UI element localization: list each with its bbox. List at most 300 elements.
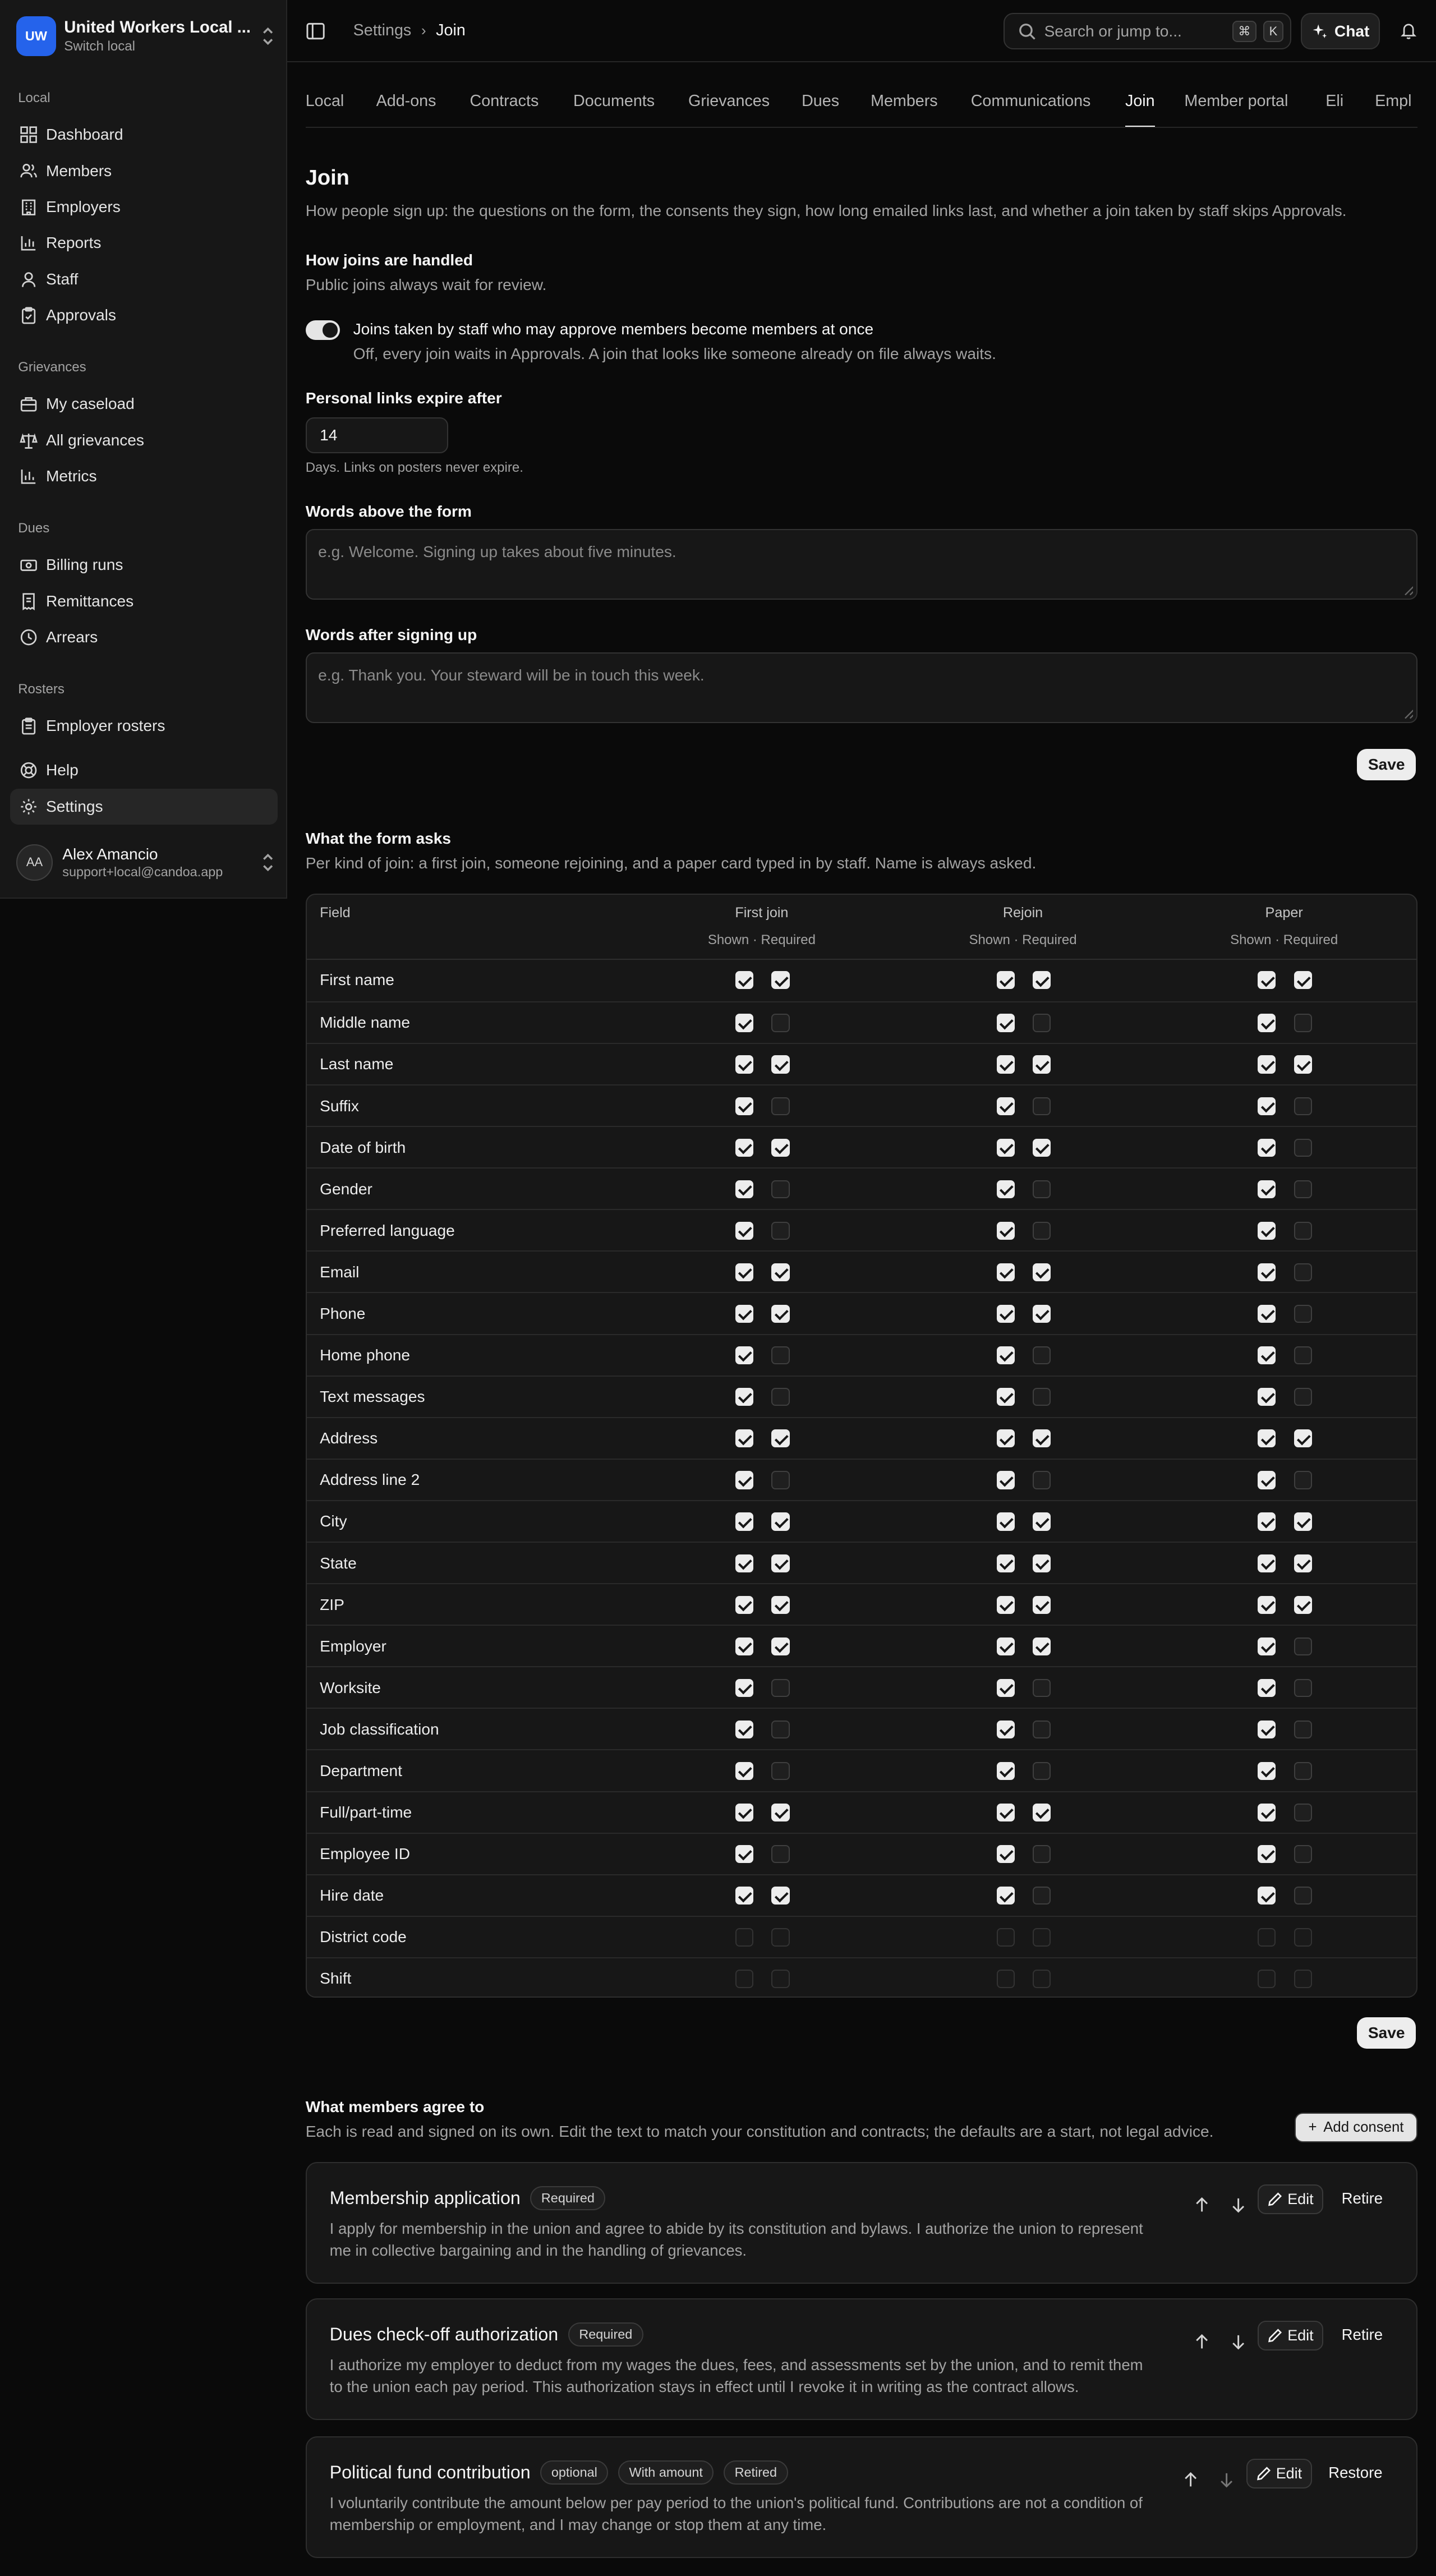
- required-checkbox[interactable]: [1294, 1721, 1312, 1738]
- required-checkbox[interactable]: [771, 1263, 789, 1281]
- edit-consent-button[interactable]: [1258, 2321, 1323, 2350]
- shown-checkbox[interactable]: [1258, 1845, 1276, 1863]
- column-header-paper: Paper: [1265, 904, 1303, 921]
- words-after-input[interactable]: [306, 652, 1418, 723]
- required-checkbox[interactable]: [771, 1554, 789, 1572]
- required-checkbox[interactable]: [771, 1887, 789, 1905]
- search-icon: [1018, 22, 1036, 40]
- required-checkbox[interactable]: [1294, 1346, 1312, 1364]
- required-checkbox[interactable]: [1294, 971, 1312, 989]
- retire-consent-button[interactable]: Retire: [1341, 2325, 1383, 2343]
- required-checkbox[interactable]: [1294, 1637, 1312, 1655]
- shown-checkbox[interactable]: [997, 1471, 1015, 1489]
- users-icon: [20, 162, 38, 180]
- required-checkbox[interactable]: [1294, 1055, 1312, 1073]
- shown-checkbox[interactable]: [1258, 1887, 1276, 1905]
- required-checkbox[interactable]: [771, 1305, 789, 1323]
- shown-checkbox[interactable]: [735, 1928, 753, 1946]
- shown-checkbox[interactable]: [997, 1263, 1015, 1281]
- chat-button[interactable]: [1301, 13, 1380, 49]
- consents-section-description: Each is read and signed on its own. Edit the text to match your constitution and contracts; the defaults are a start, not legal advice.: [305, 2122, 1214, 2140]
- required-checkbox[interactable]: [771, 1845, 789, 1863]
- sidebar-item-label: Metrics: [45, 467, 97, 485]
- required-checkbox[interactable]: [1294, 1928, 1312, 1946]
- resize-handle-icon[interactable]: [1403, 709, 1414, 719]
- required-checkbox[interactable]: [771, 1222, 789, 1240]
- shown-checkbox[interactable]: [735, 1679, 753, 1697]
- field-label: ZIP: [320, 1595, 344, 1613]
- edit-consent-button[interactable]: [1246, 2459, 1312, 2488]
- required-checkbox[interactable]: [1033, 1305, 1051, 1323]
- required-checkbox[interactable]: [1294, 1180, 1312, 1198]
- kbd-k: K: [1263, 21, 1283, 42]
- sidebar-item-all-grievances[interactable]: [10, 422, 278, 458]
- shown-checkbox[interactable]: [1258, 1346, 1276, 1364]
- sidebar-item-label: Arrears: [45, 628, 98, 646]
- required-checkbox[interactable]: [771, 1637, 789, 1655]
- shown-checkbox[interactable]: [1258, 1139, 1276, 1157]
- field-label: Phone: [320, 1304, 366, 1322]
- table-row: [307, 1874, 1417, 1916]
- shown-checkbox[interactable]: [997, 1055, 1015, 1073]
- tab-communications[interactable]: Communications: [970, 91, 1091, 110]
- required-checkbox[interactable]: [771, 1721, 789, 1738]
- bar-chart-icon: [20, 234, 38, 252]
- shown-checkbox[interactable]: [997, 1222, 1015, 1240]
- sidebar-item-billing-runs[interactable]: [10, 547, 278, 583]
- sidebar-item-employer-rosters[interactable]: [10, 708, 278, 744]
- clipboard-list-icon: [20, 717, 38, 735]
- required-checkbox[interactable]: [771, 1180, 789, 1198]
- field-label: Full/part-time: [320, 1804, 412, 1821]
- building-icon: [20, 198, 38, 216]
- consent-title-row: [330, 2322, 643, 2347]
- staff-join-toggle[interactable]: [306, 320, 340, 340]
- required-checkbox[interactable]: [1294, 1222, 1312, 1240]
- shown-checkbox[interactable]: [997, 1139, 1015, 1157]
- sidebar-item-label: Staff: [45, 270, 79, 288]
- required-checkbox[interactable]: [1033, 1388, 1051, 1406]
- shown-checkbox[interactable]: [997, 1429, 1015, 1447]
- group-label-dues: Dues: [18, 521, 50, 536]
- shown-checkbox[interactable]: [735, 1471, 753, 1489]
- words-above-placeholder: e.g. Welcome. Signing up takes about five minutes.: [318, 543, 676, 561]
- required-checkbox[interactable]: [1033, 1928, 1051, 1946]
- required-checkbox[interactable]: [1033, 1429, 1051, 1447]
- table-row: [307, 1666, 1417, 1708]
- field-label: Job classification: [320, 1720, 439, 1738]
- shown-checkbox[interactable]: [1258, 1222, 1276, 1240]
- required-checkbox[interactable]: [1294, 1970, 1312, 1988]
- shown-checkbox[interactable]: [1258, 1180, 1276, 1198]
- field-label: Preferred language: [320, 1221, 455, 1239]
- tab-employers[interactable]: Empl: [1375, 91, 1412, 110]
- user-menu[interactable]: [16, 841, 276, 884]
- sidebar-item-staff[interactable]: [10, 261, 278, 297]
- tab-member-portal[interactable]: Member portal: [1184, 91, 1288, 110]
- sidebar-item-label: Settings: [45, 797, 103, 815]
- shown-checkbox[interactable]: [1258, 1928, 1276, 1946]
- shown-checkbox[interactable]: [735, 1346, 753, 1364]
- shown-checkbox[interactable]: [735, 1097, 753, 1115]
- required-checkbox[interactable]: [1033, 1887, 1051, 1905]
- shown-checkbox[interactable]: [735, 1762, 753, 1780]
- table-row: [307, 1167, 1417, 1209]
- required-checkbox[interactable]: [1294, 1305, 1312, 1323]
- shown-checkbox[interactable]: [735, 1139, 753, 1157]
- shown-checkbox[interactable]: [997, 1305, 1015, 1323]
- pencil-icon: [1268, 2192, 1282, 2206]
- required-checkbox[interactable]: [1033, 1512, 1051, 1530]
- tab-contracts[interactable]: Contracts: [470, 91, 539, 110]
- required-checkbox[interactable]: [771, 1139, 789, 1157]
- required-checkbox[interactable]: [771, 1097, 789, 1115]
- required-checkbox[interactable]: [771, 971, 789, 989]
- shown-checkbox[interactable]: [1258, 1512, 1276, 1530]
- shown-checkbox[interactable]: [997, 1970, 1015, 1988]
- table-row: [307, 1957, 1417, 1998]
- receipt-icon: [20, 592, 38, 610]
- staff-join-toggle-description: Off, every join waits in Approvals. A join that looks like someone already on file always waits.: [353, 344, 996, 362]
- required-checkbox[interactable]: [771, 1014, 789, 1032]
- required-checkbox[interactable]: [1294, 1512, 1312, 1530]
- chevrons-up-down-icon: [260, 25, 276, 48]
- required-checkbox[interactable]: [1294, 1263, 1312, 1281]
- group-label-rosters: Rosters: [18, 682, 65, 697]
- sidebar-item-label: Employer rosters: [45, 717, 165, 735]
- search-input[interactable]: [1004, 13, 1291, 49]
- staff-join-toggle-label: Joins taken by staff who may approve members become members at once: [353, 320, 874, 338]
- sidebar-item-label: Reports: [45, 234, 102, 252]
- required-checkbox[interactable]: [771, 1596, 789, 1614]
- shown-checkbox[interactable]: [997, 1762, 1015, 1780]
- arrow-down-icon: [1230, 2197, 1246, 2213]
- table-row: [307, 1542, 1417, 1583]
- required-checkbox[interactable]: [1033, 1263, 1051, 1281]
- required-checkbox[interactable]: [1033, 1804, 1051, 1821]
- table-row: [307, 1376, 1417, 1417]
- required-checkbox[interactable]: [1033, 1139, 1051, 1157]
- required-checkbox[interactable]: [1033, 1845, 1051, 1863]
- shown-checkbox[interactable]: [735, 1055, 753, 1073]
- subheader-paper: Shown · Required: [1230, 932, 1338, 948]
- sidebar-item-arrears[interactable]: [10, 619, 278, 655]
- sidebar-item-my-caseload[interactable]: [10, 386, 278, 422]
- gear-icon: [20, 798, 38, 816]
- required-checkbox[interactable]: [1294, 1596, 1312, 1614]
- table-row: [307, 1417, 1417, 1459]
- shown-checkbox[interactable]: [1258, 1596, 1276, 1614]
- required-checkbox[interactable]: [771, 1970, 789, 1988]
- shown-checkbox[interactable]: [997, 1928, 1015, 1946]
- required-checkbox[interactable]: [1294, 1762, 1312, 1780]
- shown-checkbox[interactable]: [997, 1512, 1015, 1530]
- shown-checkbox[interactable]: [997, 1637, 1015, 1655]
- sidebar-item-label: Billing runs: [45, 556, 123, 574]
- required-checkbox[interactable]: [1294, 1097, 1312, 1115]
- sidebar-item-dashboard[interactable]: [10, 117, 278, 153]
- shown-checkbox[interactable]: [1258, 1388, 1276, 1406]
- shown-checkbox[interactable]: [1258, 1804, 1276, 1821]
- shown-checkbox[interactable]: [735, 1845, 753, 1863]
- shown-checkbox[interactable]: [997, 1804, 1015, 1821]
- chevron-right-icon: ›: [421, 22, 426, 39]
- form-section-description: Per kind of join: a first join, someone rejoining, and a paper card typed in by staff. Name is always asked.: [305, 854, 1037, 872]
- required-checkbox[interactable]: [1294, 1014, 1312, 1032]
- arrow-down-icon: [1230, 2334, 1246, 2350]
- shown-checkbox[interactable]: [735, 1014, 753, 1032]
- shown-checkbox[interactable]: [735, 1721, 753, 1738]
- required-checkbox[interactable]: [771, 1679, 789, 1697]
- save-form-fields-button[interactable]: Save: [1357, 2017, 1416, 2049]
- links-expire-hint: Days. Links on posters never expire.: [305, 459, 523, 475]
- chat-label: Chat: [1334, 22, 1370, 40]
- field-label: Employer: [320, 1637, 386, 1655]
- tab-grievances[interactable]: Grievances: [688, 91, 770, 110]
- sidebar-item-label: Remittances: [45, 592, 134, 610]
- tab-local[interactable]: Local: [305, 91, 344, 110]
- table-row: [307, 1749, 1417, 1791]
- field-label: Home phone: [320, 1346, 411, 1364]
- sidebar-item-employers[interactable]: [10, 189, 278, 225]
- required-checkbox[interactable]: [1033, 1180, 1051, 1198]
- field-label: Gender: [320, 1180, 372, 1198]
- required-checkbox[interactable]: [1033, 1637, 1051, 1655]
- required-checkbox[interactable]: [1033, 1679, 1051, 1697]
- move-up-button[interactable]: [1194, 2189, 1210, 2206]
- shown-checkbox[interactable]: [1258, 1055, 1276, 1073]
- sparkles-icon: [1311, 23, 1328, 39]
- consents-section-title: What members agree to: [305, 2097, 485, 2115]
- sidebar-item-label: Employers: [45, 197, 121, 215]
- table-row: [307, 1916, 1417, 1957]
- shown-checkbox[interactable]: [735, 1804, 753, 1821]
- required-checkbox[interactable]: [771, 1928, 789, 1946]
- tab-members[interactable]: Members: [871, 91, 938, 110]
- consent-text: I authorize my employer to deduct from my wages the dues, fees, and assessments set by the union, and to remit them to the union each pay period. This authorization stays in effect until I revoke it in writing as the contract allows.: [329, 2356, 1143, 2396]
- shown-checkbox[interactable]: [1258, 1429, 1276, 1447]
- consent-text: I apply for membership in the union and agree to abide by its constitution and bylaws. I authorize the union to represent me in collective bargaining and in the handling of grievances.: [329, 2219, 1143, 2260]
- required-checkbox[interactable]: [1033, 1721, 1051, 1738]
- required-checkbox[interactable]: [771, 1512, 789, 1530]
- consent-text: I voluntarily contribute the amount below per pay period to the union's political fund. Contributions are not a condition of membership or employment, and I may change or stop them at any time.: [329, 2494, 1143, 2534]
- required-checkbox[interactable]: [1033, 1762, 1051, 1780]
- user-name: Alex Amancio: [62, 845, 158, 863]
- arrow-up-icon: [1194, 2334, 1210, 2350]
- tab-eli[interactable]: Eli: [1325, 91, 1344, 110]
- required-checkbox[interactable]: [1033, 1097, 1051, 1115]
- required-checkbox[interactable]: [1033, 1222, 1051, 1240]
- table-row: [307, 1292, 1417, 1333]
- clipboard-check-icon: [20, 306, 38, 324]
- shown-checkbox[interactable]: [735, 971, 753, 989]
- required-checkbox[interactable]: [771, 1429, 789, 1447]
- required-checkbox[interactable]: [1033, 1346, 1051, 1364]
- table-row: [307, 1791, 1417, 1833]
- sidebar-item-settings[interactable]: [10, 789, 278, 825]
- sidebar-item-remittances[interactable]: [10, 583, 278, 619]
- shown-checkbox[interactable]: [1258, 1679, 1276, 1697]
- table-row: [307, 1708, 1417, 1749]
- breadcrumb-settings[interactable]: Settings: [353, 21, 412, 40]
- subheader-rejoin: Shown · Required: [969, 932, 1077, 948]
- words-above-input[interactable]: [306, 529, 1418, 600]
- consent-title: Membership application: [329, 2187, 521, 2208]
- resize-handle-icon[interactable]: [1403, 585, 1414, 595]
- field-label: Last name: [320, 1055, 394, 1073]
- retire-consent-button[interactable]: Retire: [1341, 2189, 1383, 2207]
- shown-checkbox[interactable]: [997, 1097, 1015, 1115]
- consent-badge: Retired: [724, 2460, 788, 2485]
- chevrons-up-down-icon: [260, 851, 276, 874]
- table-row: [307, 1001, 1417, 1043]
- required-checkbox[interactable]: [1294, 1554, 1312, 1572]
- consent-title-row: [330, 2186, 606, 2210]
- required-checkbox[interactable]: [1294, 1679, 1312, 1697]
- shown-checkbox[interactable]: [997, 1554, 1015, 1572]
- required-checkbox[interactable]: [1294, 1845, 1312, 1863]
- move-up-button[interactable]: [1182, 2464, 1199, 2480]
- shown-checkbox[interactable]: [997, 1845, 1015, 1863]
- group-label-local: Local: [18, 90, 50, 106]
- move-down-button[interactable]: [1230, 2326, 1246, 2342]
- shown-checkbox[interactable]: [735, 1637, 753, 1655]
- arrow-up-icon: [1182, 2472, 1199, 2488]
- sidebar-item-help[interactable]: [10, 752, 278, 788]
- consent-card: [306, 2436, 1418, 2558]
- field-label: Email: [320, 1263, 360, 1281]
- shown-checkbox[interactable]: [1258, 1097, 1276, 1115]
- handled-title: How joins are handled: [305, 251, 473, 269]
- tab-dues[interactable]: Dues: [802, 91, 840, 110]
- shown-checkbox[interactable]: [735, 1970, 753, 1988]
- consent-card: [306, 2298, 1418, 2420]
- move-up-button[interactable]: [1194, 2326, 1210, 2342]
- sidebar: [0, 0, 287, 899]
- shown-checkbox[interactable]: [1258, 1762, 1276, 1780]
- shown-checkbox[interactable]: [735, 1554, 753, 1572]
- shown-checkbox[interactable]: [1258, 1554, 1276, 1572]
- field-label: Text messages: [320, 1388, 425, 1406]
- required-checkbox[interactable]: [1294, 1139, 1312, 1157]
- required-checkbox[interactable]: [1033, 1596, 1051, 1614]
- local-switcher[interactable]: [16, 13, 276, 59]
- sidebar-toggle-icon[interactable]: [306, 21, 325, 41]
- field-label: Hire date: [320, 1887, 384, 1905]
- required-checkbox[interactable]: [1033, 1055, 1051, 1073]
- sidebar-item-members[interactable]: [10, 153, 278, 188]
- switch-local-label: Switch local: [64, 38, 135, 54]
- shown-checkbox[interactable]: [997, 1014, 1015, 1032]
- save-join-settings-button[interactable]: Save: [1357, 749, 1416, 780]
- required-checkbox[interactable]: [771, 1762, 789, 1780]
- words-above-label: Words above the form: [305, 503, 472, 521]
- shown-checkbox[interactable]: [1258, 1637, 1276, 1655]
- tab-add-ons[interactable]: Add-ons: [376, 91, 436, 110]
- org-name: United Workers Local ...: [64, 17, 251, 36]
- shown-checkbox[interactable]: [997, 1887, 1015, 1905]
- add-consent-button[interactable]: [1295, 2113, 1418, 2142]
- shown-checkbox[interactable]: [735, 1887, 753, 1905]
- shown-checkbox[interactable]: [735, 1429, 753, 1447]
- required-checkbox[interactable]: [771, 1055, 789, 1073]
- tab-documents[interactable]: Documents: [573, 91, 655, 110]
- required-checkbox[interactable]: [1294, 1887, 1312, 1905]
- field-label: Middle name: [320, 1014, 411, 1032]
- required-checkbox[interactable]: [1033, 1970, 1051, 1988]
- clock-icon: [20, 628, 38, 646]
- shown-checkbox[interactable]: [1258, 1305, 1276, 1323]
- required-checkbox[interactable]: [771, 1346, 789, 1364]
- shown-checkbox[interactable]: [1258, 1471, 1276, 1489]
- pencil-icon: [1268, 2328, 1282, 2343]
- shown-checkbox[interactable]: [735, 1596, 753, 1614]
- required-checkbox[interactable]: [771, 1388, 789, 1406]
- required-checkbox[interactable]: [1294, 1429, 1312, 1447]
- shown-checkbox[interactable]: [1258, 1721, 1276, 1738]
- breadcrumb: [353, 21, 466, 40]
- shown-checkbox[interactable]: [997, 971, 1015, 989]
- required-checkbox[interactable]: [1033, 1554, 1051, 1572]
- consent-title: Dues check-off authorization: [329, 2324, 559, 2344]
- shown-checkbox[interactable]: [997, 1180, 1015, 1198]
- sidebar-item-approvals[interactable]: [10, 297, 278, 333]
- move-down-button[interactable]: [1218, 2464, 1235, 2480]
- shown-checkbox[interactable]: [997, 1721, 1015, 1738]
- tab-join[interactable]: Join: [1125, 92, 1155, 128]
- field-label: First name: [320, 971, 394, 989]
- required-checkbox[interactable]: [771, 1471, 789, 1489]
- shown-checkbox[interactable]: [735, 1263, 753, 1281]
- search-placeholder: Search or jump to...: [1044, 22, 1182, 40]
- shown-checkbox[interactable]: [735, 1180, 753, 1198]
- move-down-button[interactable]: [1230, 2189, 1246, 2206]
- restore-consent-button[interactable]: Restore: [1328, 2463, 1383, 2481]
- field-label: Department: [320, 1761, 402, 1779]
- shown-checkbox[interactable]: [997, 1679, 1015, 1697]
- required-checkbox[interactable]: [1033, 1471, 1051, 1489]
- bell-icon[interactable]: [1400, 21, 1417, 39]
- required-checkbox[interactable]: [1294, 1471, 1312, 1489]
- required-checkbox[interactable]: [1033, 1014, 1051, 1032]
- settings-tabs: [306, 82, 1418, 128]
- form-section-title: What the form asks: [305, 829, 451, 847]
- column-header-first-join: First join: [735, 904, 789, 921]
- sidebar-item-reports[interactable]: [10, 225, 278, 261]
- breadcrumb-current: Join: [436, 21, 466, 40]
- user-email: support+local@candoa.app: [62, 864, 223, 880]
- shown-checkbox[interactable]: [1258, 1970, 1276, 1988]
- shown-checkbox[interactable]: [997, 1388, 1015, 1406]
- shown-checkbox[interactable]: [1258, 1263, 1276, 1281]
- sidebar-item-metrics[interactable]: [10, 458, 278, 494]
- shown-checkbox[interactable]: [997, 1346, 1015, 1364]
- links-expire-input[interactable]: 14: [306, 417, 449, 453]
- required-checkbox[interactable]: [1294, 1804, 1312, 1821]
- briefcase-icon: [20, 395, 38, 413]
- required-checkbox[interactable]: [1033, 971, 1051, 989]
- shown-checkbox[interactable]: [735, 1388, 753, 1406]
- shown-checkbox[interactable]: [735, 1305, 753, 1323]
- shown-checkbox[interactable]: [735, 1512, 753, 1530]
- shown-checkbox[interactable]: [735, 1222, 753, 1240]
- shown-checkbox[interactable]: [1258, 1014, 1276, 1032]
- required-checkbox[interactable]: [1294, 1388, 1312, 1406]
- shown-checkbox[interactable]: [997, 1596, 1015, 1614]
- edit-consent-button[interactable]: [1258, 2184, 1323, 2214]
- shown-checkbox[interactable]: [1258, 971, 1276, 989]
- required-checkbox[interactable]: [771, 1804, 789, 1821]
